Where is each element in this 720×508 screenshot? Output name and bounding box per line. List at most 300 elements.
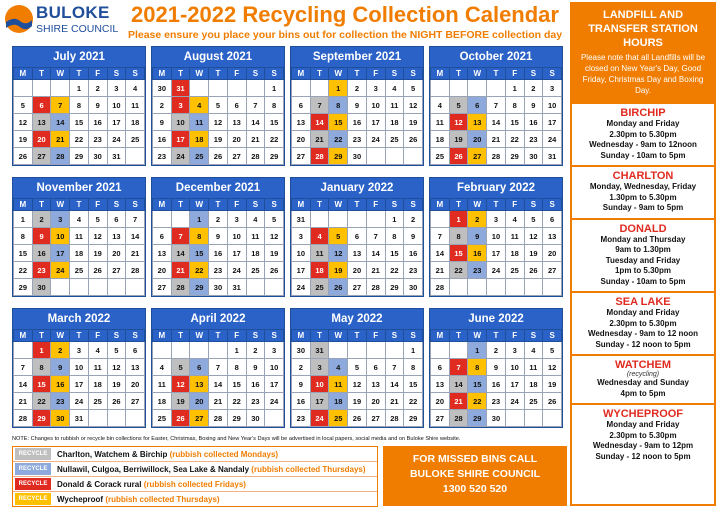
weekday-header: F: [366, 199, 385, 211]
day-cell: [88, 279, 107, 296]
day-cell: 4: [505, 211, 524, 228]
day-cell: 7: [385, 359, 404, 376]
day-cell: 3: [265, 342, 284, 359]
day-cell: 20: [126, 376, 145, 393]
legend-towns: Nullawil, Culgoa, Berriwillock, Sea Lake & Nandaly: [57, 464, 250, 474]
day-cell: 21: [366, 262, 385, 279]
day-cell: 11: [88, 359, 107, 376]
weekday-header: F: [227, 199, 246, 211]
day-cell: [126, 148, 145, 165]
day-cell: 28: [449, 410, 468, 427]
day-cell: 1: [404, 342, 423, 359]
day-cell: 14: [14, 376, 33, 393]
day-cell: 9: [209, 228, 228, 245]
weekday-header: F: [88, 330, 107, 342]
day-cell: 5: [107, 342, 126, 359]
day-cell: [524, 279, 543, 296]
day-cell: 29: [265, 148, 284, 165]
day-cell: 3: [505, 342, 524, 359]
location-note: (recycling): [626, 371, 660, 378]
day-cell: 10: [107, 97, 126, 114]
day-cell: 8: [505, 97, 524, 114]
day-cell: 10: [51, 228, 70, 245]
day-cell: 15: [70, 114, 89, 131]
day-cell: 22: [385, 262, 404, 279]
day-cell: 27: [190, 410, 209, 427]
landfill-location: [572, 291, 714, 354]
day-cell: 3: [70, 342, 89, 359]
logo-emblem-icon: [4, 4, 34, 34]
day-cell: 6: [153, 228, 172, 245]
missed-bins-phone: 1300 520 520: [442, 483, 508, 495]
day-cell: 2: [487, 342, 506, 359]
day-cell: 2: [32, 211, 51, 228]
missed-bins-line1: FOR MISSED BINS CALL: [412, 453, 538, 465]
day-cell: 13: [227, 114, 246, 131]
day-cell: 8: [14, 228, 33, 245]
weekday-header: T: [348, 68, 367, 80]
weekday-header: S: [385, 199, 404, 211]
day-cell: 19: [209, 131, 228, 148]
day-cell: [246, 279, 265, 296]
legend-detail: (rubbish collected Thursdays): [105, 494, 220, 504]
day-cell: 30: [209, 279, 228, 296]
day-cell: 9: [348, 97, 367, 114]
day-cell: 25: [88, 393, 107, 410]
weekday-header: F: [88, 68, 107, 80]
weekday-header: T: [310, 330, 329, 342]
location-name: BIRCHIP: [620, 107, 666, 119]
day-cell: 19: [107, 376, 126, 393]
weekday-header: M: [14, 330, 33, 342]
landfill-location: [572, 354, 714, 403]
legend-chip: RECYCLE: [15, 478, 51, 490]
location-name: DONALD: [619, 222, 667, 235]
day-cell: 22: [404, 393, 423, 410]
day-cell: 24: [505, 393, 524, 410]
day-cell: 26: [171, 410, 190, 427]
day-cell: 7: [51, 97, 70, 114]
weekday-header: W: [190, 199, 209, 211]
day-cell: 15: [329, 114, 348, 131]
day-cell: 4: [246, 211, 265, 228]
day-cell: 16: [246, 376, 265, 393]
day-cell: 19: [329, 262, 348, 279]
day-cell: 2: [209, 211, 228, 228]
day-cell: [431, 342, 450, 359]
weekday-header: S: [126, 330, 145, 342]
legend-detail: (rubbish collected Fridays): [143, 479, 246, 489]
day-cell: 16: [32, 245, 51, 262]
month-calendar: [290, 46, 424, 166]
day-cell: 18: [246, 245, 265, 262]
day-cell: 27: [348, 279, 367, 296]
month-title: April 2022: [152, 309, 284, 329]
day-cell: 16: [51, 376, 70, 393]
day-cell: 31: [543, 148, 562, 165]
day-cell: 9: [88, 97, 107, 114]
day-cell: 4: [385, 80, 404, 97]
day-cell: 15: [468, 376, 487, 393]
weekday-header: S: [246, 68, 265, 80]
day-cell: 22: [449, 262, 468, 279]
month-calendar: [290, 308, 424, 428]
day-cell: 9: [32, 228, 51, 245]
weekday-header: S: [543, 199, 562, 211]
day-cell: 22: [32, 393, 51, 410]
day-cell: 6: [348, 228, 367, 245]
day-cell: [404, 148, 423, 165]
day-cell: 31: [171, 80, 190, 97]
day-cell: 18: [88, 376, 107, 393]
day-cell: 20: [468, 131, 487, 148]
day-cell: 13: [190, 376, 209, 393]
weekday-header: T: [32, 199, 51, 211]
day-cell: [468, 80, 487, 97]
month-title: January 2022: [291, 178, 423, 198]
location-hours-line: Tuesday and Friday: [605, 255, 681, 265]
day-cell: 21: [385, 393, 404, 410]
day-cell: 14: [209, 376, 228, 393]
weekday-header: F: [227, 330, 246, 342]
day-cell: 8: [190, 228, 209, 245]
landfill-location: [572, 165, 714, 218]
day-cell: 17: [366, 114, 385, 131]
weekday-header: W: [468, 330, 487, 342]
month-title: June 2022: [430, 309, 562, 329]
day-cell: [329, 211, 348, 228]
day-cell: 29: [227, 410, 246, 427]
day-cell: 5: [14, 97, 33, 114]
day-cell: 3: [310, 359, 329, 376]
day-cell: 13: [292, 114, 311, 131]
day-cell: 14: [366, 245, 385, 262]
legend-towns: Charlton, Watchem & Birchip: [57, 449, 168, 459]
weekday-header: T: [449, 330, 468, 342]
legend-chip: RECYCLE: [15, 463, 51, 475]
day-cell: 12: [329, 245, 348, 262]
day-cell: 5: [348, 359, 367, 376]
weekday-header: M: [14, 199, 33, 211]
day-cell: 19: [404, 114, 423, 131]
day-cell: [209, 80, 228, 97]
legend-detail: (rubbish collected Thursdays): [251, 464, 366, 474]
day-cell: 30: [51, 410, 70, 427]
day-cell: 19: [543, 376, 562, 393]
location-hours-line: Sunday - 10am to 5pm: [600, 150, 686, 160]
weekday-header: T: [209, 199, 228, 211]
weekday-header: T: [348, 199, 367, 211]
day-cell: 28: [487, 148, 506, 165]
day-cell: 7: [431, 228, 450, 245]
day-cell: 8: [385, 228, 404, 245]
location-hours-line: Sunday - 10am to 5pm: [600, 276, 686, 286]
day-cell: [431, 80, 450, 97]
location-name: WATCHEM: [614, 359, 671, 371]
day-cell: 24: [70, 393, 89, 410]
day-cell: 2: [292, 359, 311, 376]
day-cell: 18: [126, 114, 145, 131]
day-cell: 9: [292, 376, 311, 393]
day-cell: 25: [310, 279, 329, 296]
day-cell: 10: [543, 97, 562, 114]
day-cell: 13: [468, 114, 487, 131]
day-cell: 26: [209, 148, 228, 165]
weekday-header: W: [329, 330, 348, 342]
day-cell: 17: [70, 376, 89, 393]
day-cell: 12: [88, 228, 107, 245]
day-cell: 11: [246, 228, 265, 245]
day-cell: 27: [292, 148, 311, 165]
day-cell: 23: [487, 393, 506, 410]
day-cell: [385, 148, 404, 165]
day-cell: 6: [543, 211, 562, 228]
day-cell: [51, 279, 70, 296]
day-cell: [543, 279, 562, 296]
day-cell: [190, 342, 209, 359]
day-cell: 28: [246, 148, 265, 165]
day-cell: 14: [385, 376, 404, 393]
day-cell: 27: [543, 262, 562, 279]
weekday-header: W: [190, 330, 209, 342]
day-cell: 15: [265, 114, 284, 131]
weekday-header: S: [107, 199, 126, 211]
day-cell: [14, 342, 33, 359]
legend: [12, 446, 378, 507]
day-cell: 15: [190, 245, 209, 262]
day-cell: 28: [126, 262, 145, 279]
location-hours-line: Monday and Friday: [606, 119, 680, 128]
day-cell: 28: [209, 410, 228, 427]
weekday-header: M: [292, 330, 311, 342]
day-cell: 14: [246, 114, 265, 131]
weekday-header: T: [487, 68, 506, 80]
month-title: August 2021: [152, 47, 284, 67]
day-cell: [329, 342, 348, 359]
day-cell: 9: [468, 228, 487, 245]
day-cell: 7: [449, 359, 468, 376]
day-cell: 8: [449, 228, 468, 245]
day-cell: 4: [153, 359, 172, 376]
weekday-header: T: [348, 330, 367, 342]
day-cell: 17: [310, 393, 329, 410]
location-hours-line: 9am to 1.30pm: [615, 245, 671, 254]
day-cell: 12: [348, 376, 367, 393]
month-calendar: [429, 177, 563, 297]
weekday-header: F: [88, 199, 107, 211]
day-cell: 28: [171, 279, 190, 296]
day-cell: [246, 80, 265, 97]
day-cell: 29: [14, 279, 33, 296]
weekday-header: W: [51, 68, 70, 80]
day-cell: 15: [449, 245, 468, 262]
day-cell: 11: [126, 97, 145, 114]
weekday-header: T: [449, 199, 468, 211]
day-cell: 20: [543, 245, 562, 262]
day-cell: 21: [209, 393, 228, 410]
day-cell: 24: [107, 131, 126, 148]
day-cell: 16: [292, 393, 311, 410]
day-cell: 13: [366, 376, 385, 393]
day-cell: 13: [543, 228, 562, 245]
day-cell: 13: [431, 376, 450, 393]
day-cell: 2: [88, 80, 107, 97]
day-cell: 4: [126, 80, 145, 97]
day-cell: [292, 80, 311, 97]
day-cell: 29: [404, 410, 423, 427]
day-cell: 25: [385, 131, 404, 148]
day-cell: [171, 342, 190, 359]
weekday-header: T: [70, 330, 89, 342]
weekday-header: T: [32, 68, 51, 80]
weekday-header: S: [107, 330, 126, 342]
weekday-header: T: [310, 199, 329, 211]
weekday-header: T: [70, 199, 89, 211]
day-cell: 25: [524, 393, 543, 410]
day-cell: 22: [190, 262, 209, 279]
day-cell: 2: [468, 211, 487, 228]
weekday-header: F: [227, 68, 246, 80]
location-hours-line: 2.30pm to 5.30pm: [609, 129, 677, 139]
day-cell: 11: [431, 114, 450, 131]
weekday-header: T: [487, 330, 506, 342]
landfill-closure-note: Please note that all Landfills will be closed on New Year's Day, Good Friday, Christmas Day and Boxing Day.: [580, 53, 706, 95]
day-cell: 8: [329, 97, 348, 114]
legend-row: [13, 447, 377, 462]
day-cell: 11: [385, 97, 404, 114]
day-cell: 7: [487, 97, 506, 114]
day-cell: 21: [14, 393, 33, 410]
month-title: February 2022: [430, 178, 562, 198]
day-cell: 12: [265, 228, 284, 245]
day-cell: [171, 211, 190, 228]
day-cell: 14: [51, 114, 70, 131]
legend-text: [57, 495, 220, 504]
weekday-header: M: [14, 68, 33, 80]
day-cell: 5: [543, 342, 562, 359]
day-cell: 30: [404, 279, 423, 296]
day-cell: 30: [487, 410, 506, 427]
day-cell: [265, 279, 284, 296]
day-cell: 8: [404, 359, 423, 376]
day-cell: [348, 342, 367, 359]
day-cell: 12: [14, 114, 33, 131]
day-cell: 16: [209, 245, 228, 262]
day-cell: 1: [505, 80, 524, 97]
weekday-header: M: [431, 330, 450, 342]
month-title: October 2021: [430, 47, 562, 67]
day-cell: 8: [265, 97, 284, 114]
day-cell: 22: [14, 262, 33, 279]
location-hours-line: Monday, Wednesday, Friday: [589, 182, 697, 191]
day-cell: [126, 410, 145, 427]
day-cell: 9: [404, 228, 423, 245]
day-cell: [505, 279, 524, 296]
day-cell: 6: [468, 97, 487, 114]
day-cell: 22: [70, 131, 89, 148]
day-cell: 18: [329, 393, 348, 410]
month-calendar: [151, 308, 285, 428]
day-cell: 19: [14, 131, 33, 148]
day-cell: 23: [246, 393, 265, 410]
day-cell: 20: [366, 393, 385, 410]
day-cell: 26: [524, 262, 543, 279]
day-cell: 27: [468, 148, 487, 165]
weekday-header: S: [524, 330, 543, 342]
day-cell: 12: [524, 228, 543, 245]
day-cell: 18: [153, 393, 172, 410]
weekday-header: S: [107, 68, 126, 80]
day-cell: 1: [32, 342, 51, 359]
day-cell: [14, 80, 33, 97]
day-cell: 24: [366, 131, 385, 148]
day-cell: 20: [153, 262, 172, 279]
weekday-header: S: [404, 199, 423, 211]
day-cell: 11: [329, 376, 348, 393]
day-cell: [88, 410, 107, 427]
day-cell: 30: [32, 279, 51, 296]
location-name: CHARLTON: [612, 170, 674, 182]
weekday-header: W: [51, 330, 70, 342]
day-cell: 29: [505, 148, 524, 165]
day-cell: 10: [227, 228, 246, 245]
day-cell: 11: [310, 245, 329, 262]
day-cell: 3: [292, 228, 311, 245]
day-cell: 13: [153, 245, 172, 262]
day-cell: 3: [51, 211, 70, 228]
day-cell: 30: [524, 148, 543, 165]
location-hours-line: 4pm to 5pm: [620, 388, 666, 398]
day-cell: 27: [153, 279, 172, 296]
day-cell: 4: [88, 342, 107, 359]
day-cell: 22: [505, 131, 524, 148]
day-cell: 19: [524, 245, 543, 262]
day-cell: 17: [107, 114, 126, 131]
weekday-header: S: [265, 199, 284, 211]
day-cell: 5: [265, 211, 284, 228]
day-cell: 18: [385, 114, 404, 131]
month-calendar: [429, 308, 563, 428]
day-cell: 20: [227, 131, 246, 148]
day-cell: 20: [348, 262, 367, 279]
day-cell: 2: [348, 80, 367, 97]
day-cell: 24: [51, 262, 70, 279]
month-calendar: [12, 177, 146, 297]
day-cell: [126, 279, 145, 296]
weekday-header: S: [524, 68, 543, 80]
day-cell: 25: [70, 262, 89, 279]
day-cell: 4: [431, 97, 450, 114]
day-cell: 27: [107, 262, 126, 279]
day-cell: 6: [431, 359, 450, 376]
day-cell: 3: [227, 211, 246, 228]
location-hours-line: Wednesday - 9am to 12noon: [589, 140, 697, 149]
day-cell: 16: [404, 245, 423, 262]
location-hours-line: Sunday - 12 noon to 5pm: [595, 451, 691, 461]
day-cell: 23: [51, 393, 70, 410]
location-hours-line: Wednesday and Sunday: [597, 378, 689, 387]
weekday-header: S: [126, 199, 145, 211]
day-cell: 24: [265, 393, 284, 410]
day-cell: [487, 279, 506, 296]
day-cell: 9: [51, 359, 70, 376]
weekday-header: S: [404, 330, 423, 342]
day-cell: 11: [524, 359, 543, 376]
month-title: May 2022: [291, 309, 423, 329]
legend-towns: Donald & Corack rural: [57, 479, 142, 489]
day-cell: [107, 410, 126, 427]
day-cell: [70, 279, 89, 296]
